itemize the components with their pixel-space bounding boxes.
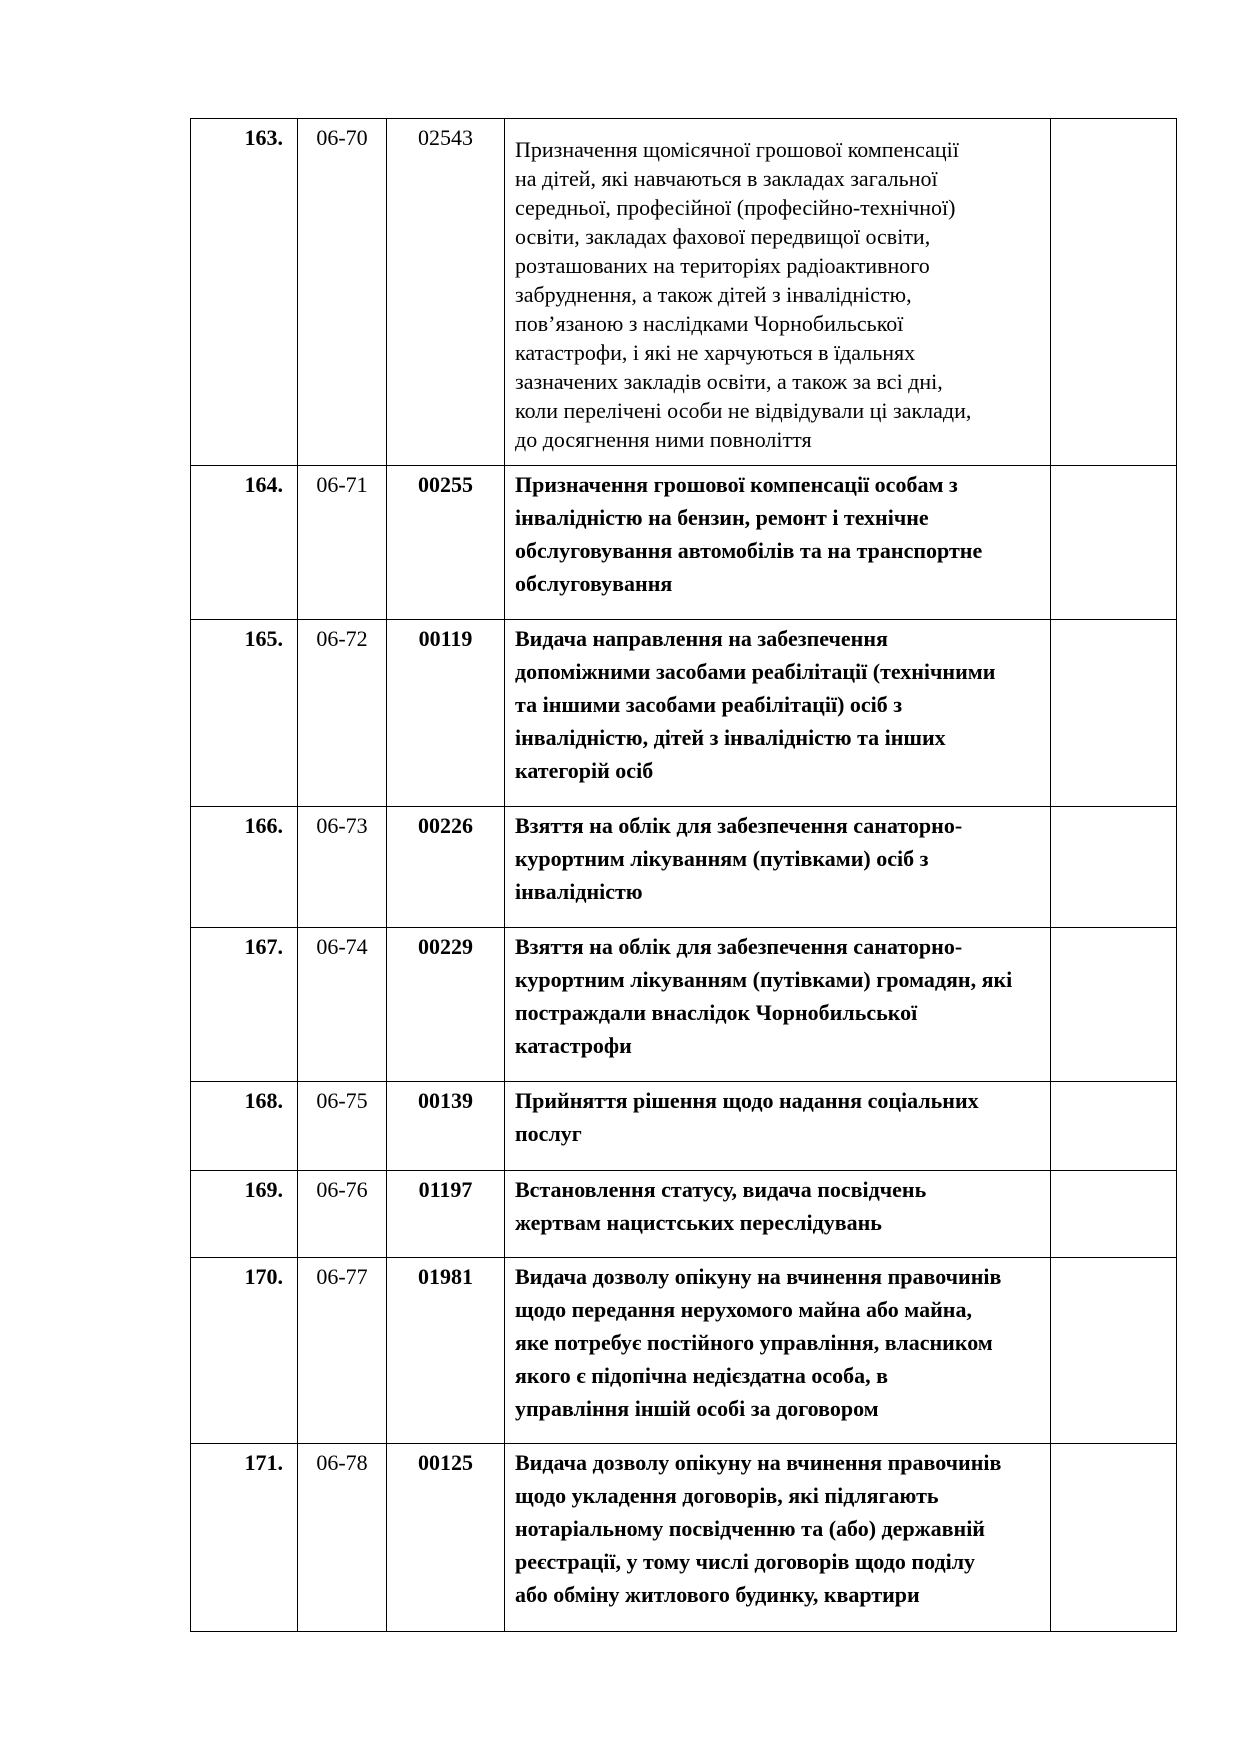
row-number: 167. [191, 928, 298, 1082]
table-row [191, 119, 1177, 466]
service-description: Видача направлення на забезпечення допоміжними засобами реабілітації (технічними та іншими засобами реабілітації) осіб з інвалідністю, дітей з інвалідністю та інших категорій осіб [505, 620, 1051, 807]
row-number: 165. [191, 620, 298, 807]
service-description: Встановлення статусу, видача посвідчень жертвам нацистських переслідувань [505, 1171, 1051, 1258]
row-number: 169. [191, 1171, 298, 1258]
service-code: 06-76 [298, 1171, 387, 1258]
service-id: 00226 [387, 807, 505, 928]
row-number: 168. [191, 1082, 298, 1171]
service-description: Призначення грошової компенсації особам з інвалідністю на бензин, ремонт і технічне обслуговування автомобілів та на транспортне обслуговування [505, 466, 1051, 620]
service-code: 06-77 [298, 1258, 387, 1444]
service-id: 02543 [387, 119, 505, 466]
service-description: Прийняття рішення щодо надання соціальних послуг [505, 1082, 1051, 1171]
services-table [190, 118, 1177, 1632]
empty-cell [1051, 928, 1177, 1082]
row-number: 163. [191, 119, 298, 466]
table-row [191, 1258, 1177, 1444]
service-id: 00255 [387, 466, 505, 620]
service-description: Видача дозволу опікуну на вчинення правочинів щодо передання нерухомого майна або майна, яке потребує постійного управління, власником якого є підопічна недієздатна особа, в управління іншій особі за договором [505, 1258, 1051, 1444]
service-id: 00125 [387, 1444, 505, 1632]
table-row [191, 1082, 1177, 1171]
table-row [191, 620, 1177, 807]
service-description: Призначення щомісячної грошової компенсації на дітей, які навчаються в закладах загальної середньої, професійної (професійно-технічної) освіти, закладах фахової передвищої освіти, розташованих на територіях радіоактивного забруднення, а також дітей з інвалідністю, пов’язаною з наслідками Чорнобильської катастрофи, і які не харчуються в їдальнях зазначених закладів освіти, а також за всі дні, коли перелічені особи не відвідували ці заклади, до досягнення ними повноліття [505, 119, 1051, 466]
service-id: 00119 [387, 620, 505, 807]
service-code: 06-73 [298, 807, 387, 928]
empty-cell [1051, 1082, 1177, 1171]
empty-cell [1051, 620, 1177, 807]
service-code: 06-74 [298, 928, 387, 1082]
service-description: Взяття на облік для забезпечення санаторно- курортним лікуванням (путівками) осіб з інвалідністю [505, 807, 1051, 928]
service-code: 06-78 [298, 1444, 387, 1632]
service-id: 01197 [387, 1171, 505, 1258]
row-number: 170. [191, 1258, 298, 1444]
table-row [191, 1171, 1177, 1258]
table-row [191, 466, 1177, 620]
empty-cell [1051, 1171, 1177, 1258]
row-number: 164. [191, 466, 298, 620]
table-row [191, 1444, 1177, 1632]
service-code: 06-71 [298, 466, 387, 620]
empty-cell [1051, 119, 1177, 466]
empty-cell [1051, 466, 1177, 620]
service-id: 00139 [387, 1082, 505, 1171]
row-number: 171. [191, 1444, 298, 1632]
service-description: Взяття на облік для забезпечення санаторно- курортним лікуванням (путівками) громадян, які постраждали внаслідок Чорнобильської катастрофи [505, 928, 1051, 1082]
service-description: Видача дозволу опікуну на вчинення правочинів щодо укладення договорів, які підлягають нотаріальному посвідченню та (або) державній реєстрації, у тому числі договорів щодо поділу або обміну житлового будинку, квартири [505, 1444, 1051, 1632]
empty-cell [1051, 1444, 1177, 1632]
empty-cell [1051, 807, 1177, 928]
service-id: 01981 [387, 1258, 505, 1444]
service-code: 06-75 [298, 1082, 387, 1171]
empty-cell [1051, 1258, 1177, 1444]
service-code: 06-70 [298, 119, 387, 466]
table-row [191, 807, 1177, 928]
service-code: 06-72 [298, 620, 387, 807]
table-row [191, 928, 1177, 1082]
service-id: 00229 [387, 928, 505, 1082]
row-number: 166. [191, 807, 298, 928]
